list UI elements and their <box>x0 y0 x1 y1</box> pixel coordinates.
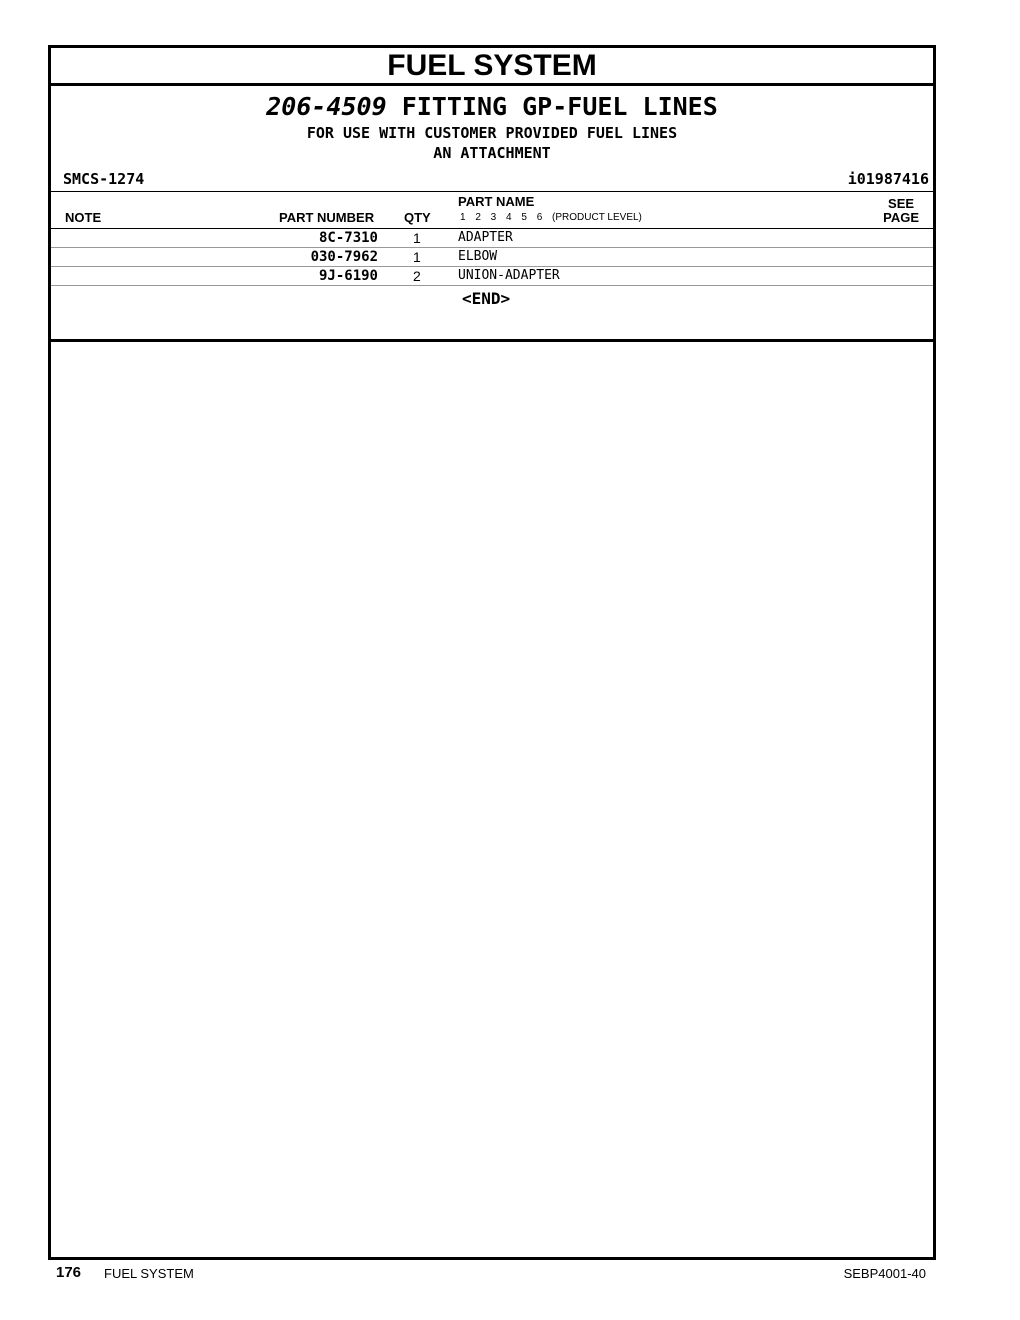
table-row <box>51 267 933 286</box>
row-part-name: ELBOW <box>458 249 498 264</box>
col-part-name: PART NAME <box>458 194 535 209</box>
group-subtitle-2: AN ATTACHMENT <box>433 144 551 162</box>
col-note: NOTE <box>65 210 102 225</box>
column-headers <box>51 192 933 229</box>
col-see: SEE <box>888 196 915 211</box>
end-of-list <box>51 286 933 342</box>
row-qty: 1 <box>413 230 421 246</box>
row-part-number[interactable]: 8C-7310 <box>318 230 378 246</box>
row-part-number[interactable]: 030-7962 <box>310 249 378 265</box>
smcs-code: SMCS-1274 <box>63 170 145 188</box>
group-name: FITTING GP-FUEL LINES <box>401 92 718 121</box>
page-number: 176 <box>56 1264 82 1281</box>
col-qty: QTY <box>404 210 431 225</box>
group-header <box>51 86 933 191</box>
row-qty: 1 <box>413 249 421 265</box>
col-page: PAGE <box>883 210 919 225</box>
col-product-levels <box>460 212 642 223</box>
footer-section: FUEL SYSTEM <box>104 1266 194 1281</box>
row-part-name: UNION-ADAPTER <box>458 268 560 283</box>
table-row <box>51 248 933 267</box>
parts-page-frame <box>48 45 936 1260</box>
level-numbers: 1 2 3 4 5 6 <box>460 212 543 223</box>
group-subtitle-1: FOR USE WITH CUSTOMER PROVIDED FUEL LINES <box>306 124 678 142</box>
group-title <box>51 92 933 121</box>
row-part-number[interactable]: 9J-6190 <box>318 268 378 284</box>
end-marker: <END> <box>462 289 511 308</box>
product-level-label: (PRODUCT LEVEL) <box>552 212 642 223</box>
col-part-number: PART NUMBER <box>279 210 375 225</box>
col-see-page <box>883 197 919 225</box>
illustration-id: i01987416 <box>847 170 929 188</box>
row-qty: 2 <box>413 268 421 284</box>
table-row <box>51 229 933 248</box>
group-part-number[interactable]: 206-4509 <box>266 92 387 121</box>
row-part-name: ADAPTER <box>458 230 513 245</box>
document-id: SEBP4001-40 <box>843 1266 926 1281</box>
section-title: FUEL SYSTEM <box>51 48 933 86</box>
